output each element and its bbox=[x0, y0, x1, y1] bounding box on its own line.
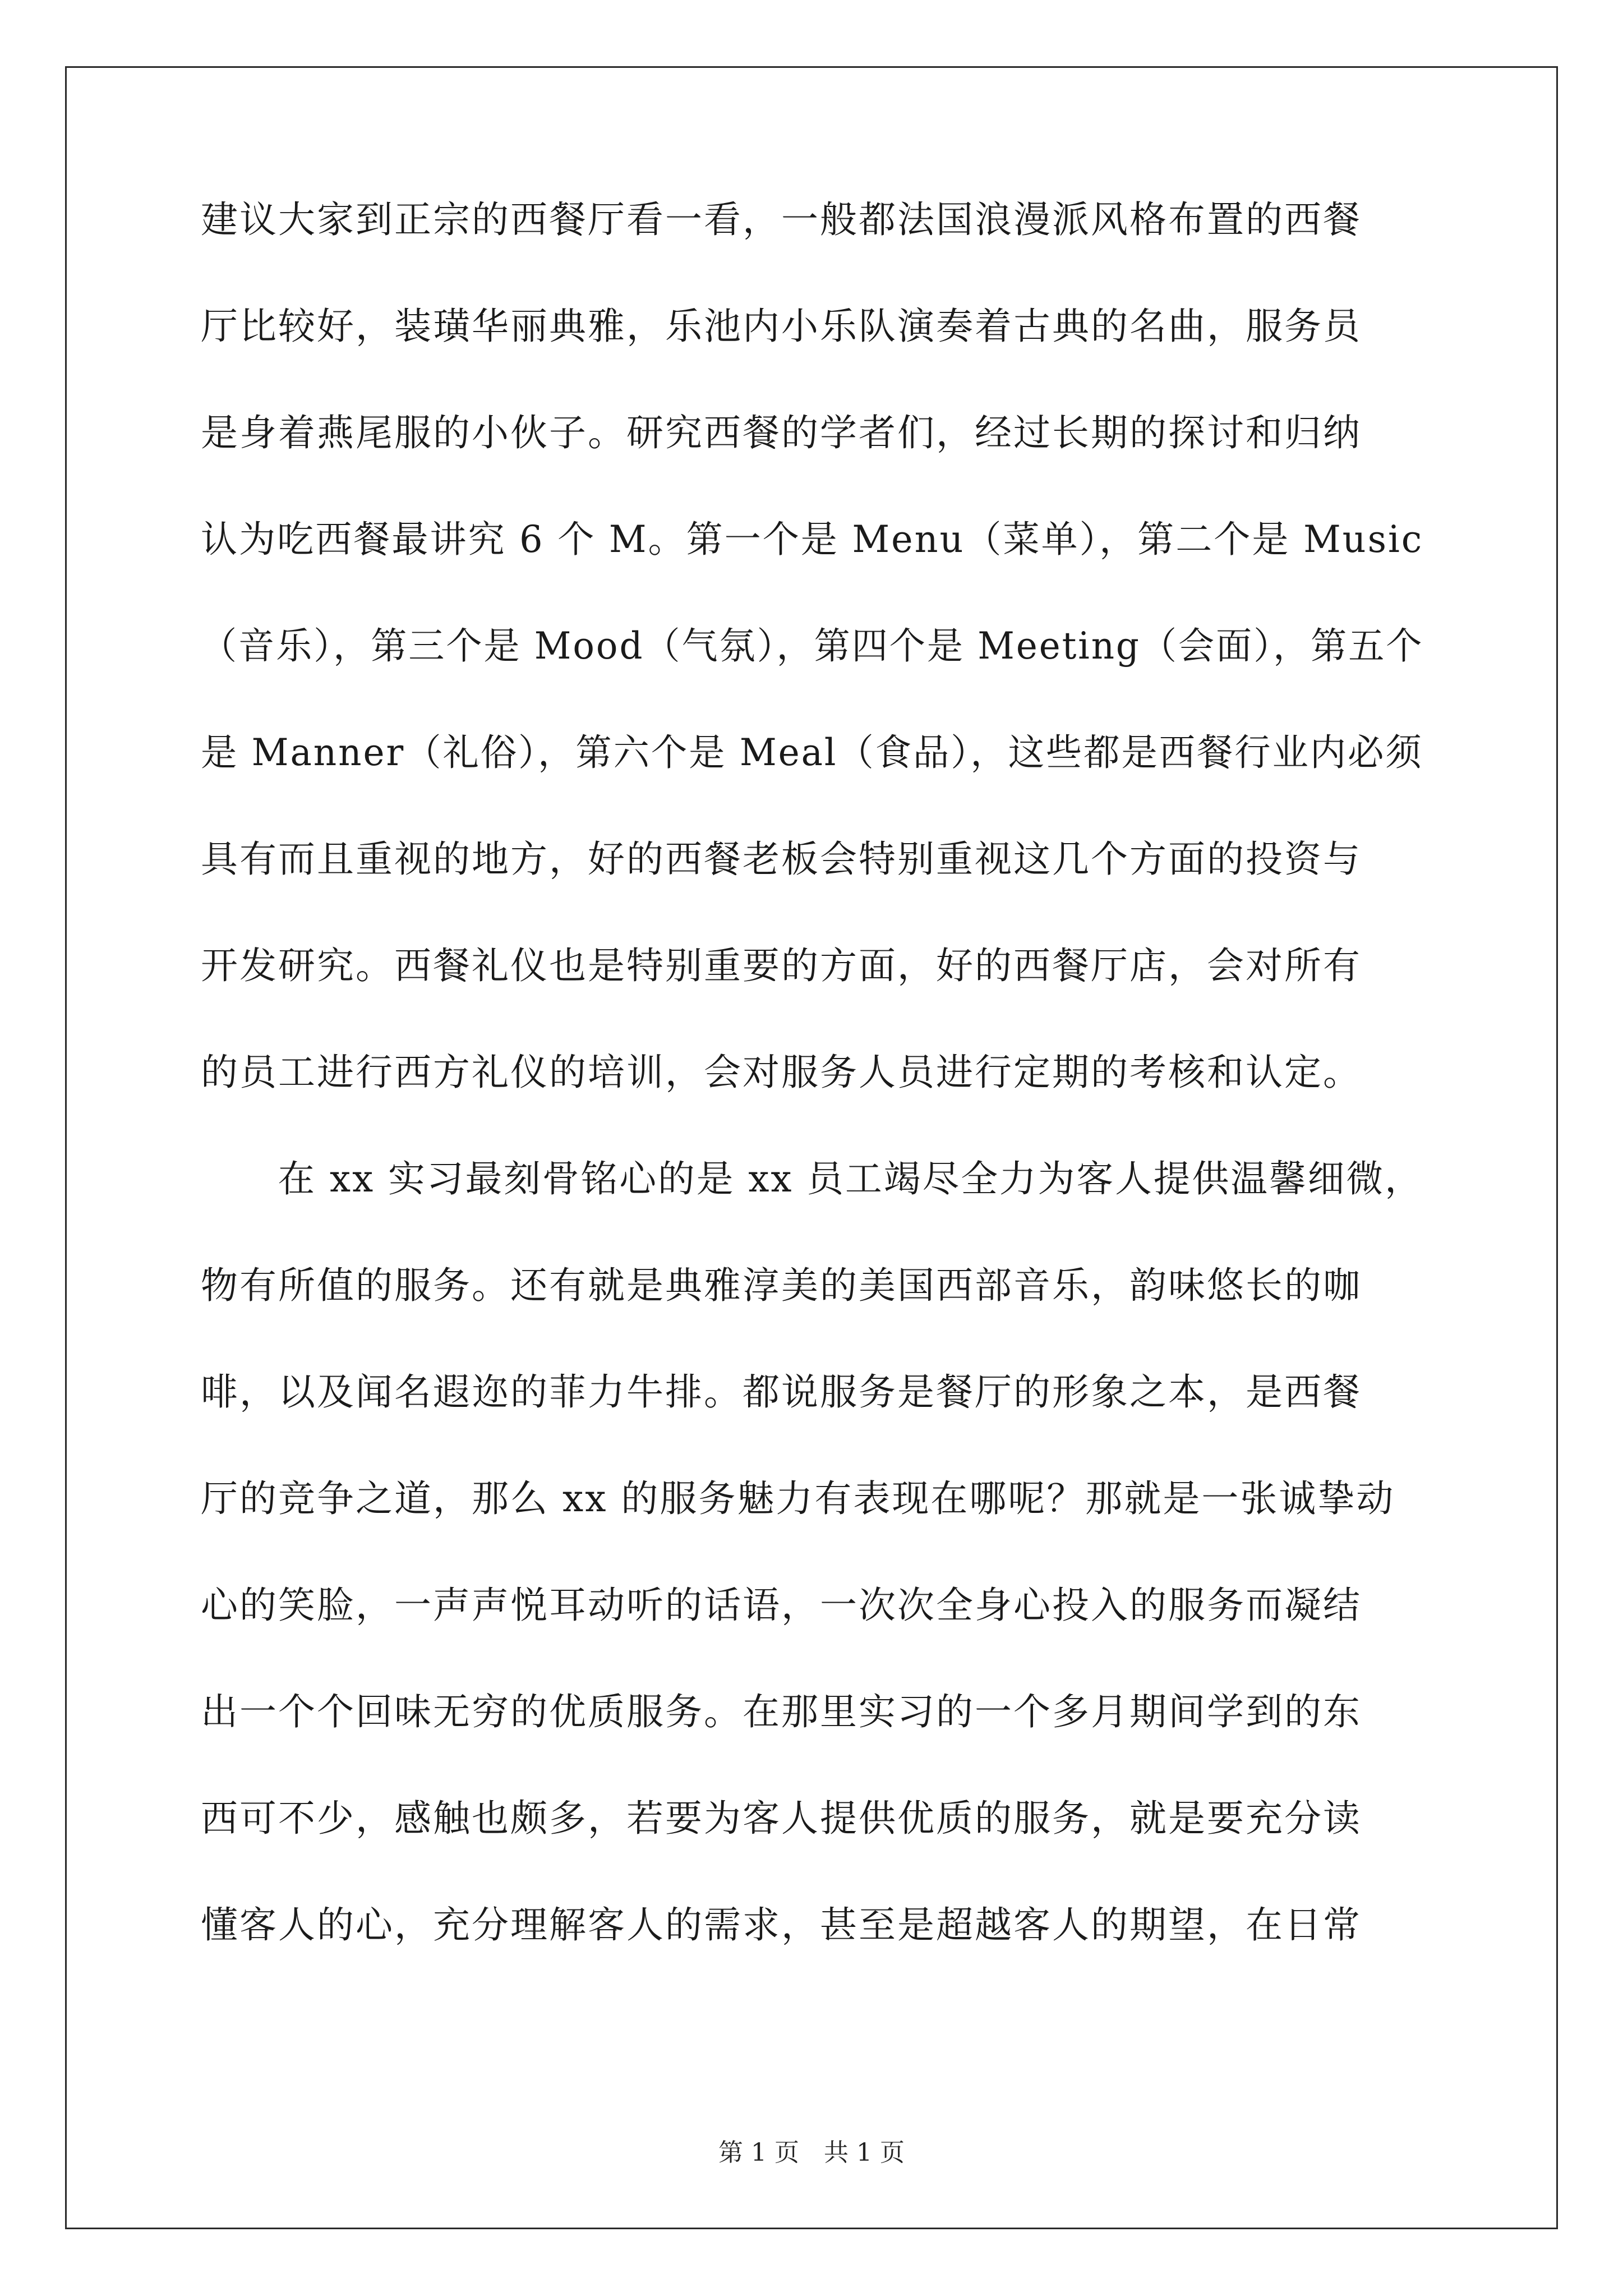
text-line: 具有而且重视的地方，好的西餐老板会特别重视这几个方面的投资与 bbox=[201, 838, 1362, 881]
text-line: 认为吃西餐最讲究 6 个 M。第一个是 Menu（菜单），第二个是 Music bbox=[201, 518, 1424, 561]
text-line: 开发研究。西餐礼仪也是特别重要的方面，好的西餐厅店，会对所有 bbox=[201, 944, 1362, 987]
text-line: 物有所值的服务。还有就是典雅淳美的美国西部音乐，韵味悠长的咖 bbox=[201, 1264, 1362, 1307]
text-line: 啡，以及闻名遐迩的菲力牛排。都说服务是餐厅的形象之本，是西餐 bbox=[201, 1370, 1362, 1414]
page-number-footer: 第 1 页 共 1 页 bbox=[718, 2138, 905, 2167]
text-line: 厅比较好，装璜华丽典雅，乐池内小乐队演奏着古典的名曲，服务员 bbox=[201, 305, 1362, 348]
text-line: 的员工进行西方礼仪的培训，会对服务人员进行定期的考核和认定。 bbox=[201, 1051, 1362, 1094]
text-line: 建议大家到正宗的西餐厅看一看，一般都法国浪漫派风格布置的西餐 bbox=[201, 198, 1362, 241]
text-line: 出一个个回味无穷的优质服务。在那里实习的一个多月期间学到的东 bbox=[201, 1690, 1362, 1733]
text-line: 是身着燕尾服的小伙子。研究西餐的学者们，经过长期的探讨和归纳 bbox=[201, 411, 1362, 454]
text-line: 西可不少，感触也颇多，若要为客人提供优质的服务，就是要充分读 bbox=[201, 1797, 1362, 1840]
text-line: 是 Manner（礼俗），第六个是 Meal（食品），这些都是西餐行业内必须 bbox=[201, 731, 1423, 774]
text-line: 懂客人的心，充分理解客人的需求，甚至是超越客人的期望，在日常 bbox=[201, 1903, 1362, 1947]
text-line: 在 xx 实习最刻骨铭心的是 xx 员工竭尽全力为客人提供温馨细微， bbox=[201, 1157, 1423, 1200]
text-line: （音乐），第三个是 Mood（气氛），第四个是 Meeting（会面），第五个 bbox=[201, 624, 1424, 668]
text-line: 心的笑脸，一声声悦耳动听的话语，一次次全身心投入的服务而凝结 bbox=[201, 1584, 1362, 1627]
text-line: 厅的竞争之道，那么 xx 的服务魅力有表现在哪呢？那就是一张诚挚动 bbox=[201, 1477, 1395, 1520]
